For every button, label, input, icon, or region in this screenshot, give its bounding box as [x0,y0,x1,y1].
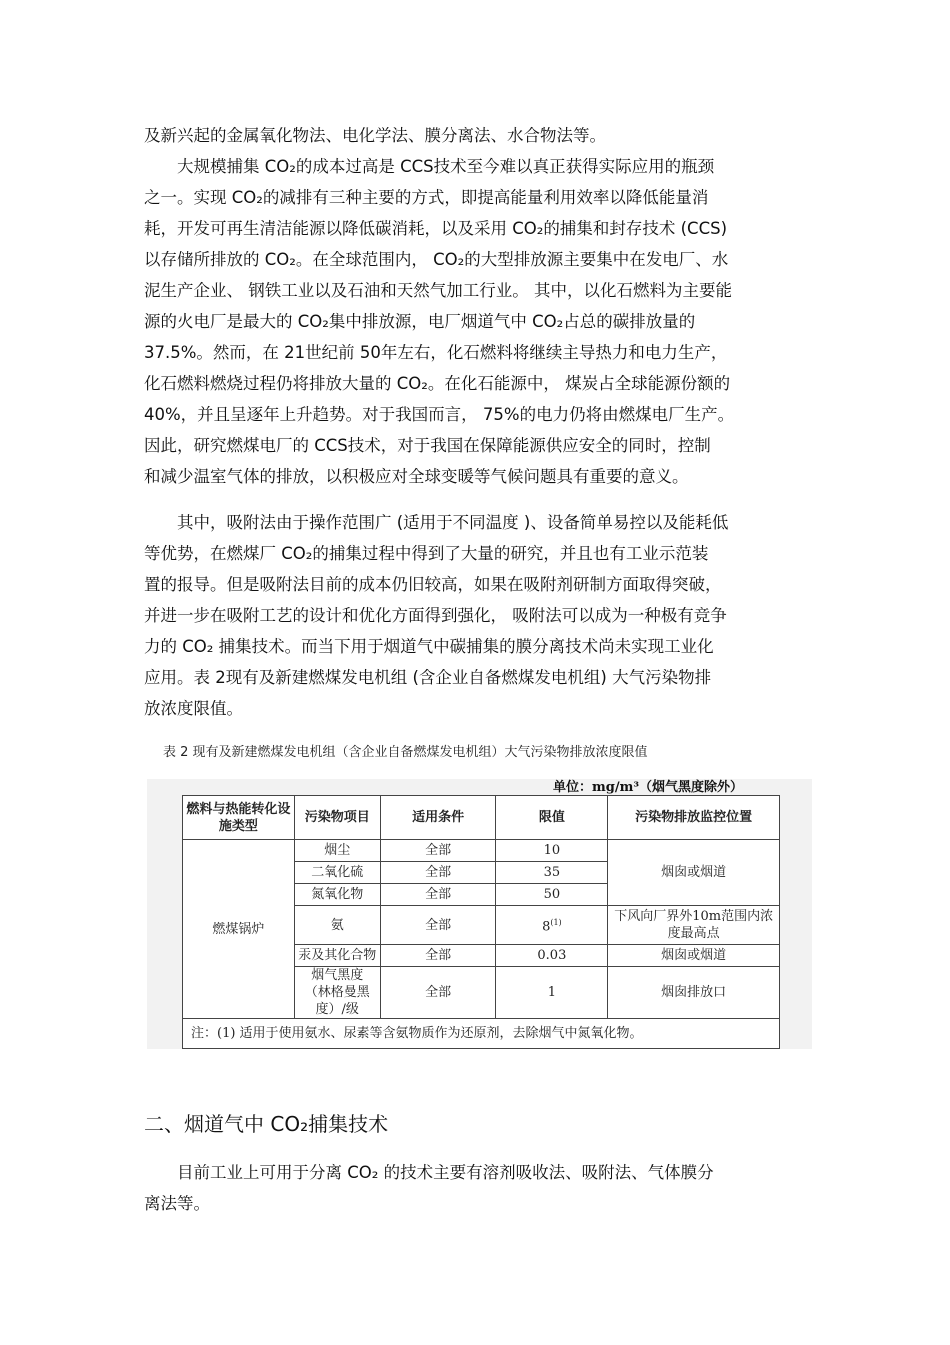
table-header-row [183,796,780,840]
text-line: 耗，开发可再生清洁能源以降低碳消耗，以及采用 CO₂的捕集和封存技术 (CCS) [144,219,728,238]
limit-cell [496,906,608,945]
table-caption: 表 2 现有及新建燃煤发电机组（含企业自备燃煤发电机组）大气污染物排放浓度限值 [163,745,648,760]
condition-cell: 全部 [380,945,496,967]
condition-cell: 全部 [380,906,496,945]
paragraph-capture-tech [144,1157,809,1219]
pollutant-cell: 氨 [294,906,380,945]
condition-cell: 全部 [380,967,496,1019]
limit-cell: 10 [496,840,608,862]
text-line: 力的 CO₂ 捕集技术。而当下用于烟道气中碳捕集的膜分离技术尚未实现工业化 [144,637,714,656]
location-cell: 烟囱或烟道 [608,840,780,906]
footnote-ref: (1) [550,918,562,928]
location-cell: 烟囱排放口 [608,967,780,1019]
paragraph-ccs-cost [144,151,809,492]
pollutant-cell: 二氧化硫 [294,862,380,884]
text-line: 大规模捕集 CO₂的成本过高是 CCS技术至今难以真正获得实际应用的瓶颈 [144,157,715,176]
limit-cell: 50 [496,884,608,906]
pollutant-cell: 烟尘 [294,840,380,862]
condition-cell: 全部 [380,884,496,906]
emission-limits-table [182,795,780,1049]
text-line: 离法等。 [144,1194,210,1213]
condition-cell: 全部 [380,840,496,862]
text-line: 37.5%。然而，在 21世纪前 50年左右，化石燃料将继续主导热力和电力生产， [144,343,728,362]
table-row [183,840,780,862]
pollutant-cell: 烟气黑度（林格曼黑度）/级 [294,967,380,1019]
text-line: 目前工业上可用于分离 CO₂ 的技术主要有溶剂吸收法、吸附法、气体膜分 [144,1163,714,1182]
text-line: 泥生产企业、 钢铁工业以及石油和天然气加工行业。 其中，以化石燃料为主要能 [144,281,732,300]
text-line: 置的报导。但是吸附法目前的成本仍旧较高，如果在吸附剂研制方面取得突破， [144,575,722,594]
text-line: 化石燃料燃烧过程仍将排放大量的 CO₂。在化石能源中， 煤炭占全球能源份额的 [144,374,731,393]
limit-cell: 0.03 [496,945,608,967]
text-line: 源的火电厂是最大的 CO₂集中排放源，电厂烟道气中 CO₂占总的碳排放量的 [144,312,696,331]
condition-cell: 全部 [380,862,496,884]
location-cell: 下风向厂界外10m范围内浓度最高点 [608,906,780,945]
table-header: 燃料与热能转化设施类型 [183,796,295,840]
text-line: 以存储所排放的 CO₂。在全球范围内， CO₂的大型排放源主要集中在发电厂、水 [144,250,729,269]
table-header: 适用条件 [380,796,496,840]
table-unit: 单位：mg/m³（烟气黑度除外） [553,780,744,795]
table-header: 限值 [496,796,608,840]
text-line: 其中，吸附法由于操作范围广 (适用于不同温度 )、设备简单易控以及能耗低 [144,513,729,532]
text-line: 之一。实现 CO₂的减排有三种主要的方式，即提高能量利用效率以降低能量消 [144,188,709,207]
text-line: 等优势，在燃煤厂 CO₂的捕集过程中得到了大量的研究，并且也有工业示范装 [144,544,709,563]
pollutant-cell: 氮氧化物 [294,884,380,906]
text-line: 并进一步在吸附工艺的设计和优化方面得到强化， 吸附法可以成为一种极有竞争 [144,606,727,625]
limit-value: 8 [542,919,551,935]
text-line: 放浓度限值。 [144,699,243,718]
text-line: 因此，研究燃煤电厂的 CCS技术，对于我国在保障能源供应安全的同时，控制 [144,436,711,455]
pollutant-cell: 汞及其化合物 [294,945,380,967]
paragraph-adsorption [144,507,809,724]
text-line: 应用。表 2现有及新建燃煤发电机组 (含企业自备燃煤发电机组) 大气污染物排 [144,668,712,687]
text-line: 40%，并且呈逐年上升趋势。对于我国而言， 75%的电力仍将由燃煤电厂生产。 [144,405,735,424]
text-line: 及新兴起的金属氧化物法、电化学法、膜分离法、水合物法等。 [144,126,606,145]
limit-cell: 1 [496,967,608,1019]
table-note-row [183,1019,780,1049]
paragraph-intro [144,120,809,151]
table-header: 污染物排放监控位置 [608,796,780,840]
text-line: 和减少温室气体的排放，以积极应对全球变暖等气候问题具有重要的意义。 [144,467,689,486]
table-header: 污染物项目 [294,796,380,840]
table-note: 注：(1) 适用于使用氨水、尿素等含氨物质作为还原剂，去除烟气中氮氧化物。 [183,1019,780,1049]
facility-type-cell: 燃煤锅炉 [183,840,295,1019]
limit-cell: 35 [496,862,608,884]
location-cell: 烟囱或烟道 [608,945,780,967]
section-heading: 二、烟道气中 CO₂捕集技术 [144,1112,389,1136]
